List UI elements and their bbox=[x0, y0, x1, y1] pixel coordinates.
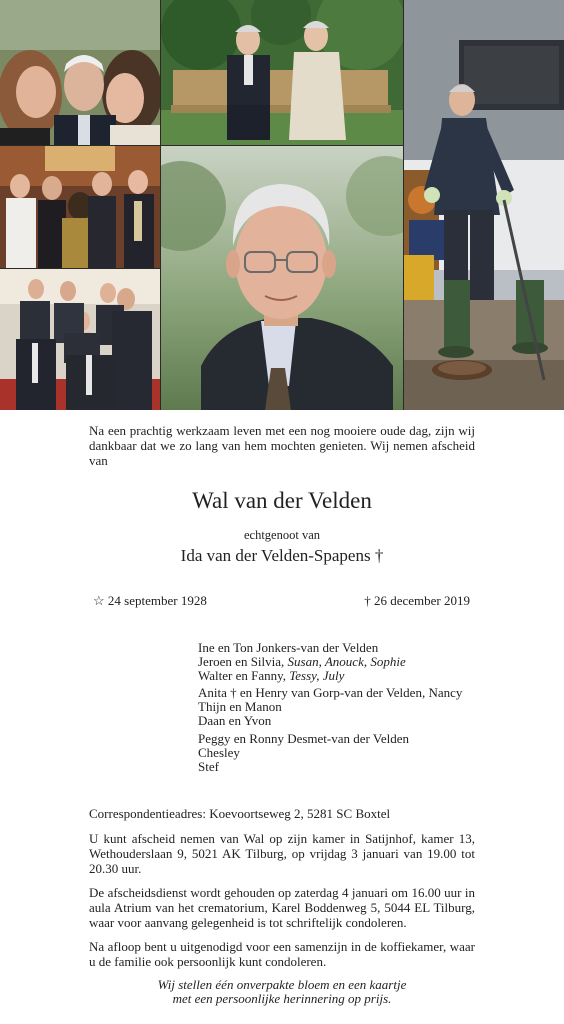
closing-line: Wij stellen één onverpakte bloem en een kaartje bbox=[157, 977, 407, 992]
spouse-name: Ida van der Velden-Spapens † bbox=[180, 546, 384, 565]
family-line: Chesley bbox=[198, 745, 240, 760]
family-line: Anita † en Henry van Gorp-van der Velden, Nancy bbox=[198, 685, 463, 700]
family-line: Stef bbox=[198, 759, 219, 774]
birth-date: ☆ 24 september 1928 bbox=[93, 593, 207, 608]
photo-couple-seated bbox=[161, 0, 403, 145]
family-line: Walter en Fanny, Tessy, July bbox=[198, 668, 345, 683]
family-line: Thijn en Manon bbox=[198, 699, 282, 714]
family-line: Daan en Yvon bbox=[198, 713, 272, 728]
visit-info: U kunt afscheid nemen van Wal op zijn kamer in Satijnhof, kamer 13, Wethouderslaan 9, 5021 AK Tilburg, op vrijdag 3 januari van 19.00 tot 20.30 uur. bbox=[89, 831, 475, 876]
gathering-info: Na afloop bent u uitgenodigd voor een samenzijn in de koffiekamer, waar u de familie ook persoonlijk kunt condoleren. bbox=[89, 939, 475, 969]
family-line: Ine en Ton Jonkers-van der Velden bbox=[198, 640, 379, 655]
family-line: Peggy en Ronny Desmet-van der Velden bbox=[198, 731, 409, 746]
closing-note bbox=[0, 978, 564, 1006]
photo-group-men bbox=[0, 269, 160, 410]
family-group bbox=[198, 641, 528, 683]
deceased-name: Wal van der Velden bbox=[192, 488, 372, 513]
correspondence-address: Correspondentieadres: Koevoortseweg 2, 5281 SC Boxtel bbox=[89, 806, 391, 821]
intro-text: Na een prachtig werkzaam leven met een nog mooiere oude dag, zijn wij dankbaar dat we zo lang van hem mochten genieten. Wij nemen afscheid van bbox=[89, 423, 475, 468]
photo-family-kiss bbox=[0, 0, 160, 145]
photo-collage bbox=[0, 0, 564, 410]
spouse-label: echtgenoot van bbox=[243, 528, 320, 542]
service-info: De afscheidsdienst wordt gehouden op zaterdag 4 januari om 16.00 uur in aula Atrium van het crematorium, Karel Boddenweg 5, 5044 EL Tilburg, waar voor aanvang gelegenheid is tot schriftelijk condoleren. bbox=[89, 885, 475, 930]
photo-portrait bbox=[161, 146, 403, 410]
family-group bbox=[198, 732, 528, 774]
family-group bbox=[198, 686, 528, 728]
family-line: Jeroen en Silvia, Susan, Anouck, Sophie bbox=[198, 654, 406, 669]
photo-man-at-work bbox=[404, 0, 564, 410]
death-date: † 26 december 2019 bbox=[364, 593, 470, 608]
photo-group-with-bust bbox=[0, 146, 160, 268]
closing-line: met een persoonlijke herinnering op prijs. bbox=[172, 991, 392, 1006]
